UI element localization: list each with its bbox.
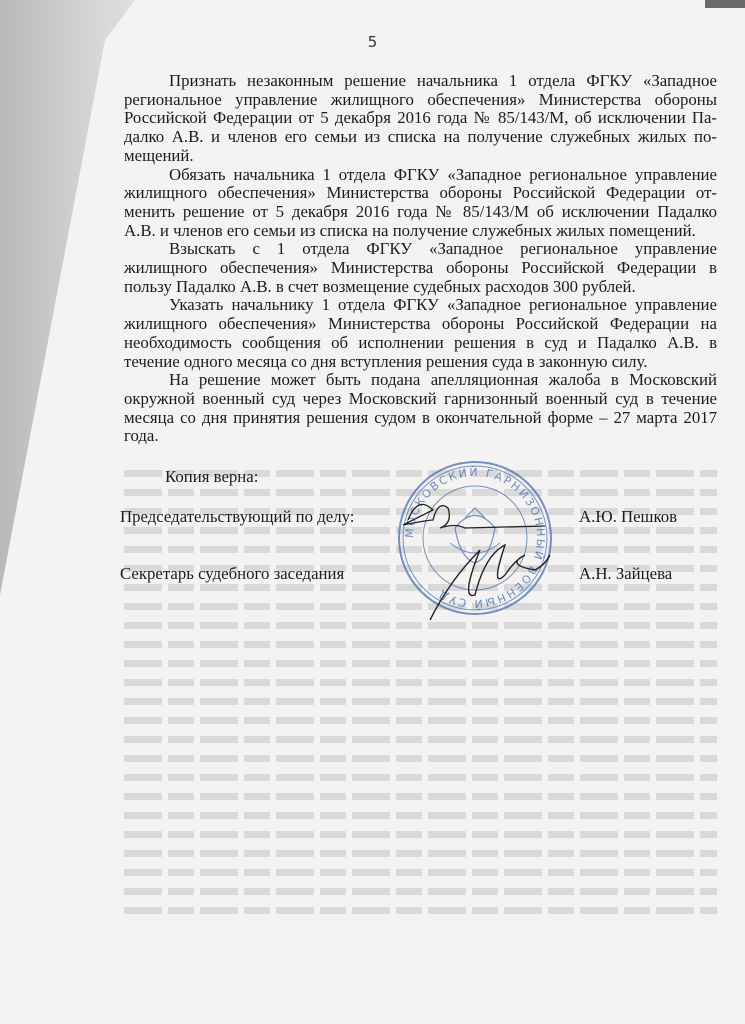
paragraph-line: Признать незаконным решение начальника 1 отдела ФГКУ «Западное [169, 71, 717, 90]
paragraph-line: далко А.В. и членов его семьи из списка на получение служебных жилых по- [124, 127, 717, 147]
paragraph-line: Взыскать с 1 отдела ФГКУ «Западное региональное управление [169, 239, 717, 259]
scan-edge [705, 0, 745, 8]
secretary-name: А.Н. Зайцева [579, 564, 673, 583]
paragraph-line: жилищного обеспечения» Министерства обороны Российской Федерации в [124, 258, 717, 278]
paragraph-line: На решение может быть подана апелляционная жалоба в Московский [169, 370, 717, 390]
paragraph-line: течение одного месяца со дня вступления решения суда в законную силу. [124, 351, 648, 371]
paragraph-line: жилищного обеспечения» Министерства обороны Российской Федерации от- [124, 183, 717, 203]
paragraph-line: месяца со дня принятия решения судом в окончательной форме – 27 марта 2017 [124, 407, 717, 427]
paragraph-line: года. [124, 426, 159, 446]
paragraph-line: мещений. [124, 145, 194, 165]
paragraph-line: окружной военный суд через Московский гарнизонный военный суд в течение [124, 388, 717, 408]
secretary-label: Секретарь судебного заседания [120, 564, 345, 583]
presiding-judge-label: Председательствующий по делу: [120, 507, 355, 526]
paragraph-line: необходимость сообщения об исполнении решения в суд и Падалко А.В. в [124, 332, 717, 352]
page-number: 5 [367, 33, 378, 51]
handwritten-signatures [390, 480, 590, 630]
presiding-judge-name: А.Ю. Пешков [579, 507, 678, 526]
document-body [124, 72, 717, 446]
paragraph-line: Указать начальнику 1 отдела ФГКУ «Западное региональное управление [169, 295, 717, 315]
paragraph-line: пользу Падалко А.В. в счет возмещение судебных расходов 300 рублей. [124, 276, 636, 296]
copy-certified-label: Копия верна: [165, 467, 259, 486]
paragraph-line: Российской Федерации от 5 декабря 2016 года № 85/143/М, об исключении Па- [124, 108, 717, 128]
paragraph-line: жилищного обеспечения» Министерства обороны Российской Федерации на [124, 314, 717, 334]
paragraph-line: менить решение от 5 декабря 2016 года № 85/143/М об исключении Падалко [124, 201, 717, 221]
paragraph-line: Обязать начальника 1 отдела ФГКУ «Западное региональное управление [169, 164, 717, 184]
paragraph-line: региональное управление жилищного обеспечения» Министерства обороны [124, 89, 717, 109]
seal-text: МОСКОВСКИЙ ГАРНИЗОННЫЙ ВОЕННЫЙ СУД [402, 465, 548, 611]
paragraph-line: А.В. и членов его семьи из списка на получение служебных жилых помещений. [124, 220, 696, 240]
